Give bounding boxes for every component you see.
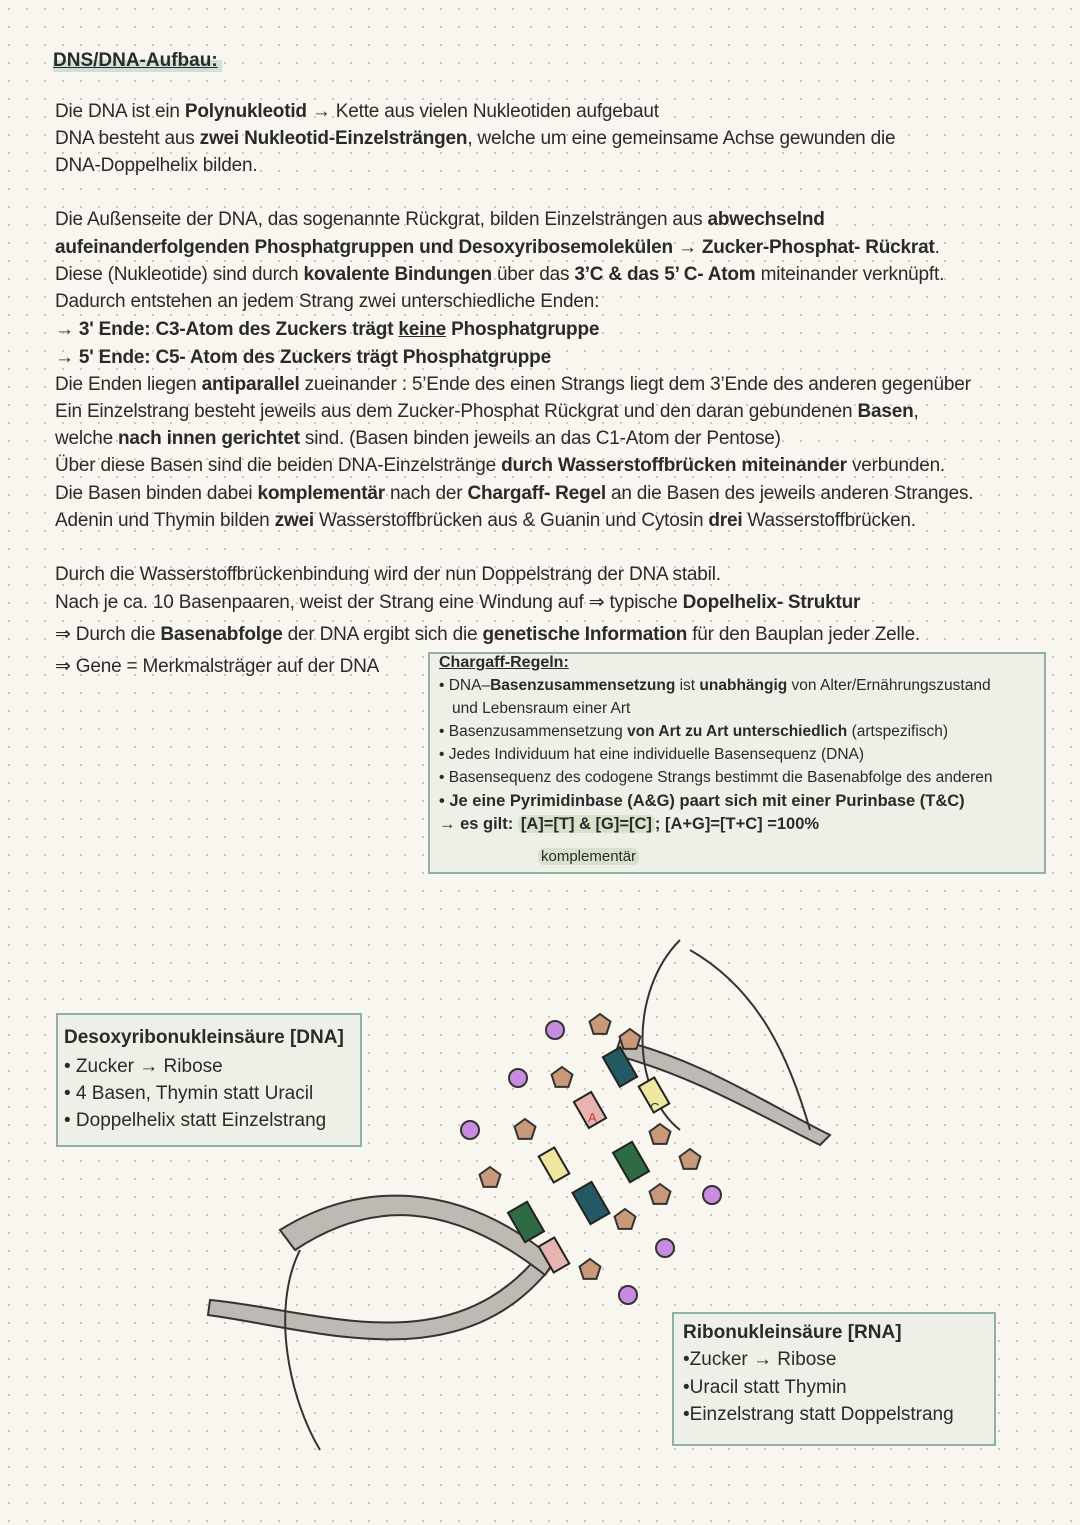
text-segment: → — [672, 237, 702, 258]
text-segment: nach der — [384, 483, 468, 504]
sugar-phosphate-nodes — [461, 1014, 721, 1304]
text-segment: Dopelhelix- Struktur — [682, 592, 861, 613]
text-segment: → 3' Ende: C3-Atom des Zuckers trägt — [55, 319, 399, 340]
text-segment: verbunden. — [846, 455, 946, 476]
sugar-node — [461, 1121, 479, 1139]
text-line — [55, 291, 599, 313]
base-pairs — [508, 1047, 669, 1272]
text-segment: abwechselnd — [707, 209, 825, 230]
dna-box-item: • Zucker → Ribose — [64, 1056, 223, 1077]
text-segment: Über diese Basen sind die beiden DNA-Einzelstränge — [55, 455, 502, 476]
text-segment: Wasserstoffbrücken aus & Guanin und Cytosin — [313, 510, 709, 531]
text-segment: Die Enden liegen — [55, 374, 202, 395]
rna-box-item: •Zucker → Ribose — [683, 1349, 837, 1370]
chargaff-rule — [439, 677, 991, 695]
text-segment: ; [A+G]=[T+C] =100% — [654, 815, 820, 833]
text-segment: und Lebensraum einer Art — [452, 700, 631, 717]
phosphate-pentagon — [650, 1184, 671, 1204]
text-segment: Diese (Nukleotide) sind durch — [55, 264, 304, 285]
text-segment: drei — [708, 510, 743, 531]
text-segment: unabhängig — [699, 677, 788, 694]
text-line — [55, 128, 895, 150]
phosphate-pentagon — [515, 1119, 536, 1139]
text-segment: über das — [491, 264, 575, 285]
chargaff-heading: Chargaff-Regeln: — [439, 654, 569, 671]
text-segment: von Art zu Art unterschiedlich — [627, 723, 848, 740]
chargaff-rule — [439, 815, 819, 834]
sugar-node — [546, 1021, 564, 1039]
complementary-note: komplementär — [538, 848, 639, 865]
chargaff-rule — [439, 769, 992, 787]
text-line — [55, 655, 379, 678]
text-segment: Phosphatgruppe — [446, 319, 600, 340]
text-segment: nach innen gerichtet — [118, 428, 300, 449]
text-line — [55, 623, 920, 646]
text-segment: Basenabfolge — [160, 624, 283, 645]
text-segment: • Jedes Individuum hat eine individuelle Basensequenz (DNA) — [439, 746, 865, 763]
phosphate-pentagon — [552, 1067, 573, 1087]
phosphate-pentagon — [480, 1167, 501, 1187]
text-segment: Die Außenseite der DNA, das sogenannte Rückgrat, bilden Einzelsträngen aus — [55, 209, 708, 230]
phosphate-pentagon — [590, 1014, 611, 1034]
text-segment: • Je eine Pyrimidinbase (A&G) paart sich mit einer Purinbase (T&C) — [439, 792, 965, 810]
text-segment: Zucker-Phosphat- Rückrat — [701, 237, 935, 258]
rna-box-item: •Uracil statt Thymin — [683, 1377, 847, 1398]
phosphate-pentagon — [580, 1259, 601, 1279]
text-segment: • Basenzusammensetzung — [439, 723, 628, 740]
text-segment: . — [934, 237, 940, 258]
text-segment: Ein Einzelstrang besteht jeweils aus dem Zucker-Phosphat Rückgrat und den daran gebundenen — [55, 401, 858, 422]
text-line — [55, 564, 721, 586]
text-line — [55, 155, 257, 177]
page-title: DNS/DNA-Aufbau: — [53, 50, 222, 72]
text-segment: zwei — [274, 510, 314, 531]
text-segment: Die DNA ist ein — [55, 101, 185, 122]
text-segment: → es gilt: — [439, 815, 518, 833]
text-segment: kovalente Bindungen — [303, 264, 492, 285]
helix-strand-lower — [208, 1196, 560, 1450]
sugar-node — [509, 1069, 527, 1087]
base-label-c: C — [650, 1100, 660, 1115]
phosphate-pentagon — [620, 1029, 641, 1049]
text-line — [55, 237, 940, 259]
text-segment: Basenzusammensetzung — [490, 677, 676, 694]
rna-box-heading: Ribonukleinsäure [RNA] — [683, 1322, 902, 1343]
text-segment: der DNA ergibt sich die — [282, 624, 483, 645]
text-segment: , — [913, 401, 919, 422]
text-segment: → 5' Ende: C5- Atom des Zuckers trägt Phosphatgruppe — [55, 347, 551, 368]
base-label-a: A — [588, 1110, 597, 1125]
sugar-node — [619, 1286, 637, 1304]
text-segment: an die Basen des jeweils anderen Stranges. — [605, 483, 974, 504]
text-segment: Die Basen binden dabei — [55, 483, 258, 504]
text-segment: Nach je ca. 10 Basenpaaren, weist der Strang eine Windung auf ⇒ typische — [55, 592, 683, 613]
dna-helix-illustration — [200, 930, 850, 1470]
text-segment: Wasserstoffbrücken. — [742, 510, 916, 531]
text-segment: miteinander verknüpft. — [755, 264, 945, 285]
text-segment: • DNA– — [439, 677, 491, 694]
chargaff-rule — [439, 792, 965, 811]
text-line — [55, 401, 919, 423]
text-line — [55, 264, 944, 286]
text-segment: Dadurch entstehen an jedem Strang zwei unterschiedliche Enden: — [55, 291, 600, 312]
text-segment: keine — [398, 319, 447, 340]
text-segment: Adenin und Thymin bilden — [55, 510, 275, 531]
helix-strand-upper — [615, 940, 830, 1145]
text-line — [55, 209, 825, 231]
text-segment: Chargaff- Regel — [467, 483, 606, 504]
text-segment: DNA besteht aus — [55, 128, 200, 149]
phosphate-pentagon — [680, 1149, 701, 1169]
text-segment: (artspezifisch) — [847, 723, 949, 740]
text-segment: , welche um eine gemeinsame Achse gewunden die — [467, 128, 896, 149]
text-line — [55, 101, 659, 123]
dna-box-item: • Doppelhelix statt Einzelstrang — [64, 1110, 327, 1131]
text-segment: • Basensequenz des codogene Strangs bestimmt die Basenabfolge des anderen — [439, 769, 993, 786]
text-segment: welche — [55, 428, 119, 449]
text-segment: aufeinanderfolgenden Phosphatgruppen und Desoxyribosemolekülen — [55, 237, 673, 258]
dna-box-item: • 4 Basen, Thymin statt Uracil — [64, 1083, 314, 1104]
text-segment: zwei Nukleotid-Einzelsträngen — [199, 128, 468, 149]
text-segment: von Alter/Ernährungszustand — [787, 677, 991, 694]
text-segment: → Kette aus vielen Nukleotiden aufgebaut — [306, 101, 659, 122]
chargaff-rules-box — [428, 652, 1046, 874]
phosphate-pentagon — [650, 1124, 671, 1144]
text-segment: [A]=[T] & [G]=[C] — [518, 815, 655, 833]
sugar-node — [656, 1239, 674, 1257]
phosphate-pentagon — [615, 1209, 636, 1229]
text-segment: ist — [675, 677, 700, 694]
text-segment: zueinander : 5’Ende des einen Strangs liegt dem 3’Ende des anderen gegenüber — [299, 374, 971, 395]
rna-box-item: •Einzelstrang statt Doppelstrang — [683, 1404, 954, 1425]
text-line — [55, 591, 860, 614]
sugar-node — [703, 1186, 721, 1204]
text-segment: ⇒ Durch die — [55, 624, 161, 645]
dna-box-heading: Desoxyribonukleinsäure [DNA] — [64, 1027, 344, 1048]
text-segment: 3’C & das 5’ C- Atom — [574, 264, 756, 285]
text-segment: für den Bauplan jeder Zelle. — [687, 624, 921, 645]
chargaff-rule — [439, 723, 948, 741]
text-line — [55, 428, 781, 450]
text-segment: durch Wasserstoffbrücken miteinander — [501, 455, 847, 476]
text-line — [55, 319, 599, 341]
text-segment: genetische Information — [482, 624, 688, 645]
text-segment: Polynukleotid — [184, 101, 307, 122]
text-segment: antiparallel — [201, 374, 300, 395]
text-line — [55, 510, 916, 532]
text-line — [55, 483, 973, 505]
text-segment: DNA-Doppelhelix bilden. — [55, 155, 258, 176]
text-line — [55, 455, 945, 477]
chargaff-rule — [452, 700, 630, 718]
text-line — [55, 347, 551, 369]
text-segment: Durch die Wasserstoffbrückenbindung wird der nun Doppelstrang der DNA stabil. — [55, 564, 721, 585]
text-segment: ⇒ Gene = Merkmalsträger auf der DNA — [55, 656, 380, 677]
text-segment: Basen — [857, 401, 914, 422]
chargaff-rule — [439, 746, 864, 764]
text-segment: sind. (Basen binden jeweils an das C1-Atom der Pentose) — [299, 428, 781, 449]
text-line — [55, 374, 971, 396]
text-segment: komplementär — [257, 483, 385, 504]
